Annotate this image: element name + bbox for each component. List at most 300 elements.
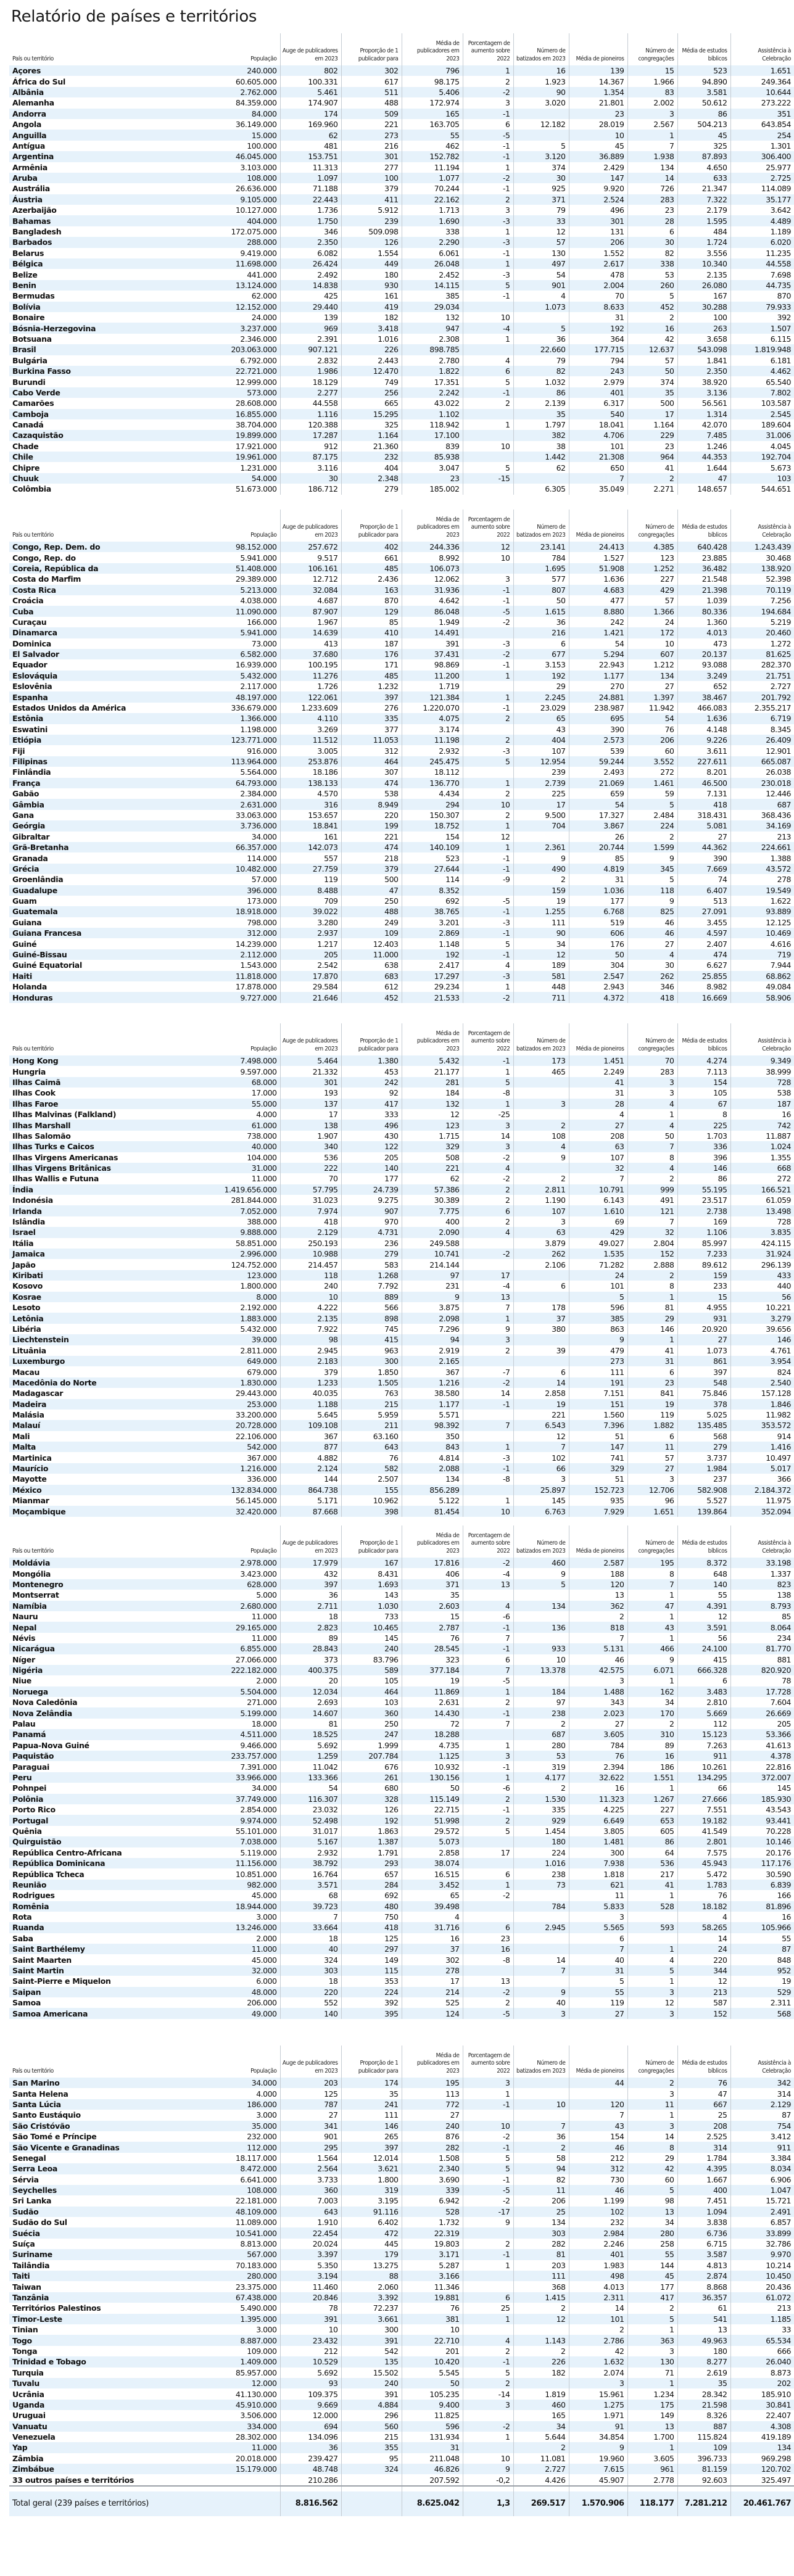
table-row [9,205,794,215]
cell-percent-increase: 7 [463,1665,513,1675]
cell-country-name: Chuuk [9,473,219,484]
cell-population: 5.941.000 [219,627,280,638]
cell-population: 38.704.000 [219,419,280,430]
cell-baptized: 2.945 [513,1922,569,1933]
cell-ratio: 176 [341,649,402,659]
cell-avg-publishers: 11.869 [402,1686,463,1697]
cell-percent-increase: -2 [463,1987,513,1997]
table-row [9,2131,794,2142]
cell-avg-pioneers: 1.632 [569,2356,627,2367]
cell-peak-publishers: 57.795 [280,1184,341,1195]
cell-avg-pioneers: 1.818 [569,1868,627,1879]
cell-baptized [513,473,569,484]
cell-congregations: 374 [627,376,677,387]
table-row [9,2078,794,2088]
cell-congregations: 5 [627,799,677,809]
cell-memorial-attendance: 81.896 [730,1901,794,1912]
cell-population: 5.941.000 [219,552,280,563]
cell-avg-pioneers: 2.246 [569,2239,627,2249]
cell-congregations: 452 [627,302,677,312]
cell-percent-increase: 1 [463,1099,513,1109]
cell-baptized: 929 [513,1815,569,1825]
cell-memorial-attendance: 6.181 [730,355,794,366]
cell-country-name: Brasil [9,344,219,355]
cell-bible-studies: 92.603 [677,2474,730,2485]
table-row [9,1836,794,1847]
cell-percent-increase [463,452,513,462]
cell-country-name: Áustria [9,194,219,205]
cell-ratio: 452 [341,992,402,1002]
cell-peak-publishers: 169.960 [280,119,341,130]
cell-congregations: 4 [627,1099,677,1109]
cell-congregations: 2.002 [627,97,677,108]
cell-peak-publishers: 3.194 [280,2271,341,2281]
cell-peak-publishers: 1.910 [280,2217,341,2227]
cell-congregations: 1 [627,1633,677,1643]
cell-congregations: 283 [627,194,677,205]
table-row [9,1420,794,1430]
cell-population: 10.482.000 [219,864,280,874]
table-row [9,756,794,767]
cell-bible-studies: 1.073 [677,1345,730,1356]
cell-ratio: 13.275 [341,2260,402,2271]
cell-avg-publishers: 22.715 [402,1804,463,1815]
cell-peak-publishers: 100.195 [280,659,341,670]
cell-avg-publishers: 2.631 [402,1697,463,1707]
cell-percent-increase: 1 [463,162,513,173]
cell-bible-studies: 4 [677,1912,730,1922]
cell-baptized [513,1590,569,1600]
cell-avg-publishers: 113 [402,2088,463,2099]
cell-avg-pioneers: 59.244 [569,756,627,767]
cell-bible-studies: 3.483 [677,1686,730,1697]
cell-country-name: Kiribati [9,1270,219,1281]
cell-country-name: Belize [9,269,219,279]
cell-avg-pioneers: 18.041 [569,419,627,430]
cell-percent-increase: -1 [463,109,513,119]
cell-baptized: 4 [513,291,569,301]
cell-avg-pioneers: 31 [569,874,627,885]
cell-percent-increase [463,1912,513,1922]
cell-congregations: 1.234 [627,2388,677,2399]
cell-bible-studies: 225 [677,1120,730,1130]
cell-peak-publishers: 122.061 [280,691,341,702]
cell-population: 36.149.000 [219,119,280,130]
table-row [9,2453,794,2464]
cell-ratio: 472 [341,2227,402,2238]
cell-avg-pioneers: 42.575 [569,1665,627,1675]
cell-ratio: 353 [341,1976,402,1986]
cell-baptized: 14 [513,1377,569,1388]
cell-baptized: 2 [513,2142,569,2152]
cell-avg-pioneers: 6.649 [569,1815,627,1825]
cell-peak-publishers: 87.668 [280,1506,341,1516]
cell-bible-studies: 12 [677,1611,730,1622]
cell-avg-publishers: 17.297 [402,971,463,981]
cell-percent-increase: 2 [463,2346,513,2356]
cell-peak-publishers: 694 [280,2421,341,2432]
table-row [9,2474,794,2485]
cell-ratio: 395 [341,2008,402,2018]
table-row [9,484,794,494]
table-row [9,595,794,606]
cell-avg-pioneers: 2.249 [569,1066,627,1076]
table-row [9,2314,794,2324]
cell-country-name: Nauru [9,1611,219,1622]
cell-memorial-attendance: 4.616 [730,938,794,949]
cell-population: 388.000 [219,1216,280,1227]
cell-avg-pioneers: 69 [569,1216,627,1227]
cell-percent-increase: 3 [463,574,513,584]
cell-baptized: 11.081 [513,2453,569,2464]
cell-population: 39.000 [219,1334,280,1345]
cell-population: 567.000 [219,2249,280,2260]
cell-baptized: 581 [513,971,569,981]
table-row [9,1686,794,1697]
cell-country-name: Yap [9,2442,219,2453]
cell-avg-publishers: 150.307 [402,810,463,820]
cell-avg-publishers: 692 [402,896,463,906]
table-row [9,1442,794,1452]
cell-congregations: 653 [627,1815,677,1825]
cell-baptized: 184 [513,1686,569,1697]
cell-memorial-attendance: 870 [730,291,794,301]
cell-avg-pioneers: 147 [569,173,627,183]
cell-memorial-attendance: 185.910 [730,2388,794,2399]
cell-peak-publishers: 240 [280,1281,341,1291]
cell-avg-publishers: 38.580 [402,1388,463,1398]
cell-peak-publishers: 5.645 [280,1410,341,1420]
cell-congregations: 3 [627,1474,677,1484]
cell-country-name: Bonaire [9,312,219,323]
cell-bible-studies: 3.556 [677,248,730,258]
cell-baptized: 165 [513,2410,569,2421]
cell-country-name: Guiana Francesa [9,928,219,938]
cell-congregations: 1 [627,2110,677,2120]
cell-memorial-attendance: 11.235 [730,248,794,258]
cell-congregations: 186 [627,1761,677,1772]
cell-country-name: Nigéria [9,1665,219,1675]
cell-baptized: 203 [513,2260,569,2271]
cell-ratio: 163 [341,585,402,595]
cell-avg-pioneers: 21.069 [569,778,627,788]
cell-population: 108.000 [219,173,280,183]
cell-avg-pioneers: 63 [569,1141,627,1152]
cell-percent-increase: -2 [463,1890,513,1901]
cell-country-name: Uganda [9,2400,219,2410]
total-row [9,2491,794,2516]
cell-percent-increase [463,409,513,419]
cell-baptized: 4.426 [513,2474,569,2485]
cell-memorial-attendance: 419.189 [730,2432,794,2442]
cell-avg-pioneers: 273 [569,1356,627,1366]
cell-percent-increase: -3 [463,1452,513,1463]
table-row [9,563,794,574]
cell-avg-pioneers: 312 [569,2163,627,2174]
cell-memorial-attendance: 157.128 [730,1388,794,1398]
cell-avg-publishers: 528 [402,2207,463,2217]
cell-congregations: 98 [627,2195,677,2206]
cell-avg-pioneers: 9.920 [569,183,627,194]
cell-country-name: Gana [9,810,219,820]
cell-ratio: 15.295 [341,409,402,419]
cell-bible-studies: 26.080 [677,280,730,291]
cell-baptized: 2.727 [513,2464,569,2474]
cell-avg-publishers: 134 [402,1474,463,1484]
cell-avg-pioneers: 5.833 [569,1901,627,1912]
cell-percent-increase: -2 [463,649,513,659]
cell-memorial-attendance: 7.256 [730,595,794,606]
table-row [9,141,794,151]
cell-peak-publishers: 481 [280,141,341,151]
cell-country-name: Martinica [9,1452,219,1463]
cell-population: 48.109.000 [219,2207,280,2217]
cell-memorial-attendance: 643.854 [730,119,794,130]
cell-bible-studies: 666.328 [677,1665,730,1675]
cell-country-name: Angola [9,119,219,130]
cell-peak-publishers: 27 [280,2110,341,2120]
table-row [9,109,794,119]
cell-avg-pioneers: 2.074 [569,2368,627,2378]
cell-congregations: 3 [627,1987,677,1997]
table-row [9,788,794,799]
cell-peak-publishers: 397 [280,1579,341,1590]
cell-memorial-attendance: 38.999 [730,1066,794,1076]
cell-bible-studies: 3.591 [677,1622,730,1632]
cell-congregations: 81 [627,1302,677,1313]
cell-baptized: 136 [513,1622,569,1632]
cell-country-name: Sri Lanka [9,2195,219,2206]
column-header-ratio: Proporção de 1 publicador para [341,1023,402,1055]
cell-bible-studies: 3.581 [677,87,730,97]
cell-ratio: 676 [341,1761,402,1772]
cell-peak-publishers: 17.287 [280,430,341,440]
cell-baptized [513,1334,569,1345]
cell-avg-publishers: 9 [402,1292,463,1302]
cell-avg-pioneers: 2.394 [569,1761,627,1772]
cell-peak-publishers: 1.233.609 [280,703,341,713]
table-row [9,1868,794,1879]
cell-peak-publishers: 54 [280,1783,341,1793]
cell-avg-publishers: 37 [402,1944,463,1954]
cell-country-name: Saipan [9,1987,219,1997]
cell-avg-publishers: 2.932 [402,745,463,756]
cell-percent-increase: -3 [463,745,513,756]
cell-memorial-attendance: 21.751 [730,671,794,681]
cell-bible-studies: 3.611 [677,745,730,756]
cell-bible-studies: 25 [677,2110,730,2120]
cell-avg-pioneers: 2.617 [569,258,627,269]
cell-ratio: 464 [341,1686,402,1697]
cell-memorial-attendance: 33 [730,2324,794,2335]
table-row [9,1302,794,1313]
table-row [9,2249,794,2260]
cell-congregations: 46 [627,917,677,928]
cell-baptized: 9 [513,1152,569,1163]
cell-baptized: 1.819 [513,2388,569,2399]
cell-peak-publishers: 3.005 [280,745,341,756]
cell-avg-pioneers: 4 [569,1109,627,1120]
cell-bible-studies: 390 [677,852,730,863]
cell-ratio: 511 [341,87,402,97]
cell-baptized [513,1675,569,1686]
cell-avg-pioneers: 44 [569,2078,627,2088]
cell-memorial-attendance: 1.388 [730,852,794,863]
cell-population: 2.978.000 [219,1558,280,1568]
cell-congregations: 1.397 [627,691,677,702]
cell-bible-studies: 148.657 [677,484,730,494]
cell-peak-publishers: 2.350 [280,237,341,247]
cell-baptized: 82 [513,2174,569,2185]
header-row [9,510,794,542]
cell-baptized: 180 [513,1836,569,1847]
cell-memorial-attendance: 1.507 [730,323,794,333]
cell-memorial-attendance: 20.436 [730,2281,794,2292]
table-row [9,248,794,258]
cell-avg-pioneers: 7 [569,1944,627,1954]
cell-ratio: 1.850 [341,1366,402,1377]
cell-congregations: 83 [627,87,677,97]
cell-bible-studies: 24.100 [677,1643,730,1654]
cell-ratio: 496 [341,1120,402,1130]
cell-ratio: 239 [341,215,402,226]
cell-country-name: Ilhas Wallis e Futuna [9,1173,219,1184]
cell-avg-pioneers: 606 [569,928,627,938]
cell-avg-pioneers: 429 [569,1227,627,1237]
table-row [9,2185,794,2195]
cell-avg-publishers: 1.732 [402,2217,463,2227]
cell-bible-studies: 5.527 [677,1495,730,1506]
cell-memorial-attendance: 4.308 [730,2421,794,2432]
cell-country-name: França [9,778,219,788]
cell-country-name: El Salvador [9,649,219,659]
cell-population: 5.213.000 [219,585,280,595]
cell-population: 37.749.000 [219,1794,280,1804]
table-row [9,302,794,312]
spacer-cell [341,2486,402,2491]
cell-avg-publishers: 3.166 [402,2271,463,2281]
table-row [9,452,794,462]
cell-avg-pioneers: 54 [569,799,627,809]
cell-avg-publishers: 2.780 [402,355,463,366]
cell-memorial-attendance: 10.450 [730,2271,794,2281]
cell-country-name: Tailândia [9,2260,219,2271]
column-header-bible-studies: Média de estudos bíblicos [677,1525,730,1558]
cell-bible-studies: 4.395 [677,2163,730,2174]
cell-peak-publishers: 11.313 [280,162,341,173]
report-section [9,2046,791,2516]
cell-peak-publishers: 31.023 [280,1195,341,1205]
cell-memorial-attendance: 3.954 [730,1356,794,1366]
column-header-population: População [219,1023,280,1055]
cell-country-name: Ilhas Faroe [9,1099,219,1109]
cell-country-name: Pohnpei [9,1783,219,1793]
cell-memorial-attendance: 6.115 [730,334,794,344]
cell-bible-studies: 2.135 [677,269,730,279]
cell-congregations: 229 [627,430,677,440]
cell-population: 19.961.000 [219,452,280,462]
cell-avg-publishers: 1.216 [402,1377,463,1388]
cell-ratio: 335 [341,713,402,724]
cell-bible-studies: 42.070 [677,419,730,430]
cell-avg-publishers: 231 [402,1281,463,1291]
cell-bible-studies: 152 [677,2008,730,2018]
cell-memorial-attendance: 87 [730,1944,794,1954]
column-header-peak-publishers: Auge de publicadores em 2023 [280,510,341,542]
cell-population: 982.000 [219,1880,280,1890]
cell-congregations: 1.366 [627,606,677,616]
cell-avg-pioneers: 6.143 [569,1195,627,1205]
cell-country-name: Finlândia [9,767,219,777]
cell-bible-studies: 587 [677,1997,730,2008]
cell-peak-publishers: 18.186 [280,767,341,777]
cell-bible-studies: 55 [677,1590,730,1600]
cell-memorial-attendance: 6.719 [730,713,794,724]
cell-percent-increase [463,1356,513,1366]
cell-memorial-attendance: 6.906 [730,2174,794,2185]
cell-population: 57.000 [219,874,280,885]
cell-baptized: 1.032 [513,376,569,387]
table-row [9,1120,794,1130]
cell-baptized: 3 [513,2008,569,2018]
cell-peak-publishers: 4.882 [280,1452,341,1463]
cell-bible-studies: 1.636 [677,713,730,724]
cell-ratio: 538 [341,788,402,799]
cell-avg-publishers: 29.234 [402,981,463,992]
cell-congregations: 71 [627,2368,677,2378]
cell-avg-pioneers: 9 [569,1334,627,1345]
cell-avg-publishers: 86.048 [402,606,463,616]
cell-percent-increase: 1 [463,1066,513,1076]
table-row [9,1238,794,1249]
column-header-avg-pioneers: Média de pioneiros [569,1023,627,1055]
cell-bible-studies: 61 [677,2303,730,2313]
cell-bible-studies: 28.342 [677,2388,730,2399]
cell-bible-studies: 85.997 [677,1238,730,1249]
cell-percent-increase [463,1901,513,1912]
cell-peak-publishers: 557 [280,852,341,863]
cell-country-name: Camarões [9,398,219,408]
cell-ratio: 763 [341,1388,402,1398]
cell-peak-publishers: 864.738 [280,1485,341,1495]
cell-ratio: 1.554 [341,248,402,258]
cell-avg-publishers: 14.491 [402,627,463,638]
cell-avg-pioneers: 46 [569,2185,627,2195]
cell-bible-studies: 167 [677,291,730,301]
cell-avg-pioneers: 343 [569,1697,627,1707]
cell-peak-publishers: 5.167 [280,1836,341,1847]
cell-percent-increase: -2 [463,1377,513,1388]
cell-bible-studies: 7.451 [677,2195,730,2206]
cell-population: 45.910.000 [219,2400,280,2410]
cell-population: 12.000 [219,2378,280,2388]
cell-population: 61.000 [219,1120,280,1130]
cell-peak-publishers: 10.529 [280,2356,341,2367]
cell-country-name: Cuba [9,606,219,616]
cell-congregations: 23 [627,205,677,215]
cell-baptized: 7 [513,1442,569,1452]
country-report-table [9,1023,794,1517]
cell-peak-publishers: 969 [280,323,341,333]
cell-baptized: 107 [513,1205,569,1216]
cell-memorial-attendance: 7.944 [730,960,794,970]
cell-avg-publishers: 381 [402,2314,463,2324]
cell-ratio: 140 [341,1163,402,1173]
cell-baptized: 189 [513,960,569,970]
cell-avg-publishers: 5.571 [402,1410,463,1420]
cell-peak-publishers: 87.175 [280,452,341,462]
table-row [9,885,794,896]
